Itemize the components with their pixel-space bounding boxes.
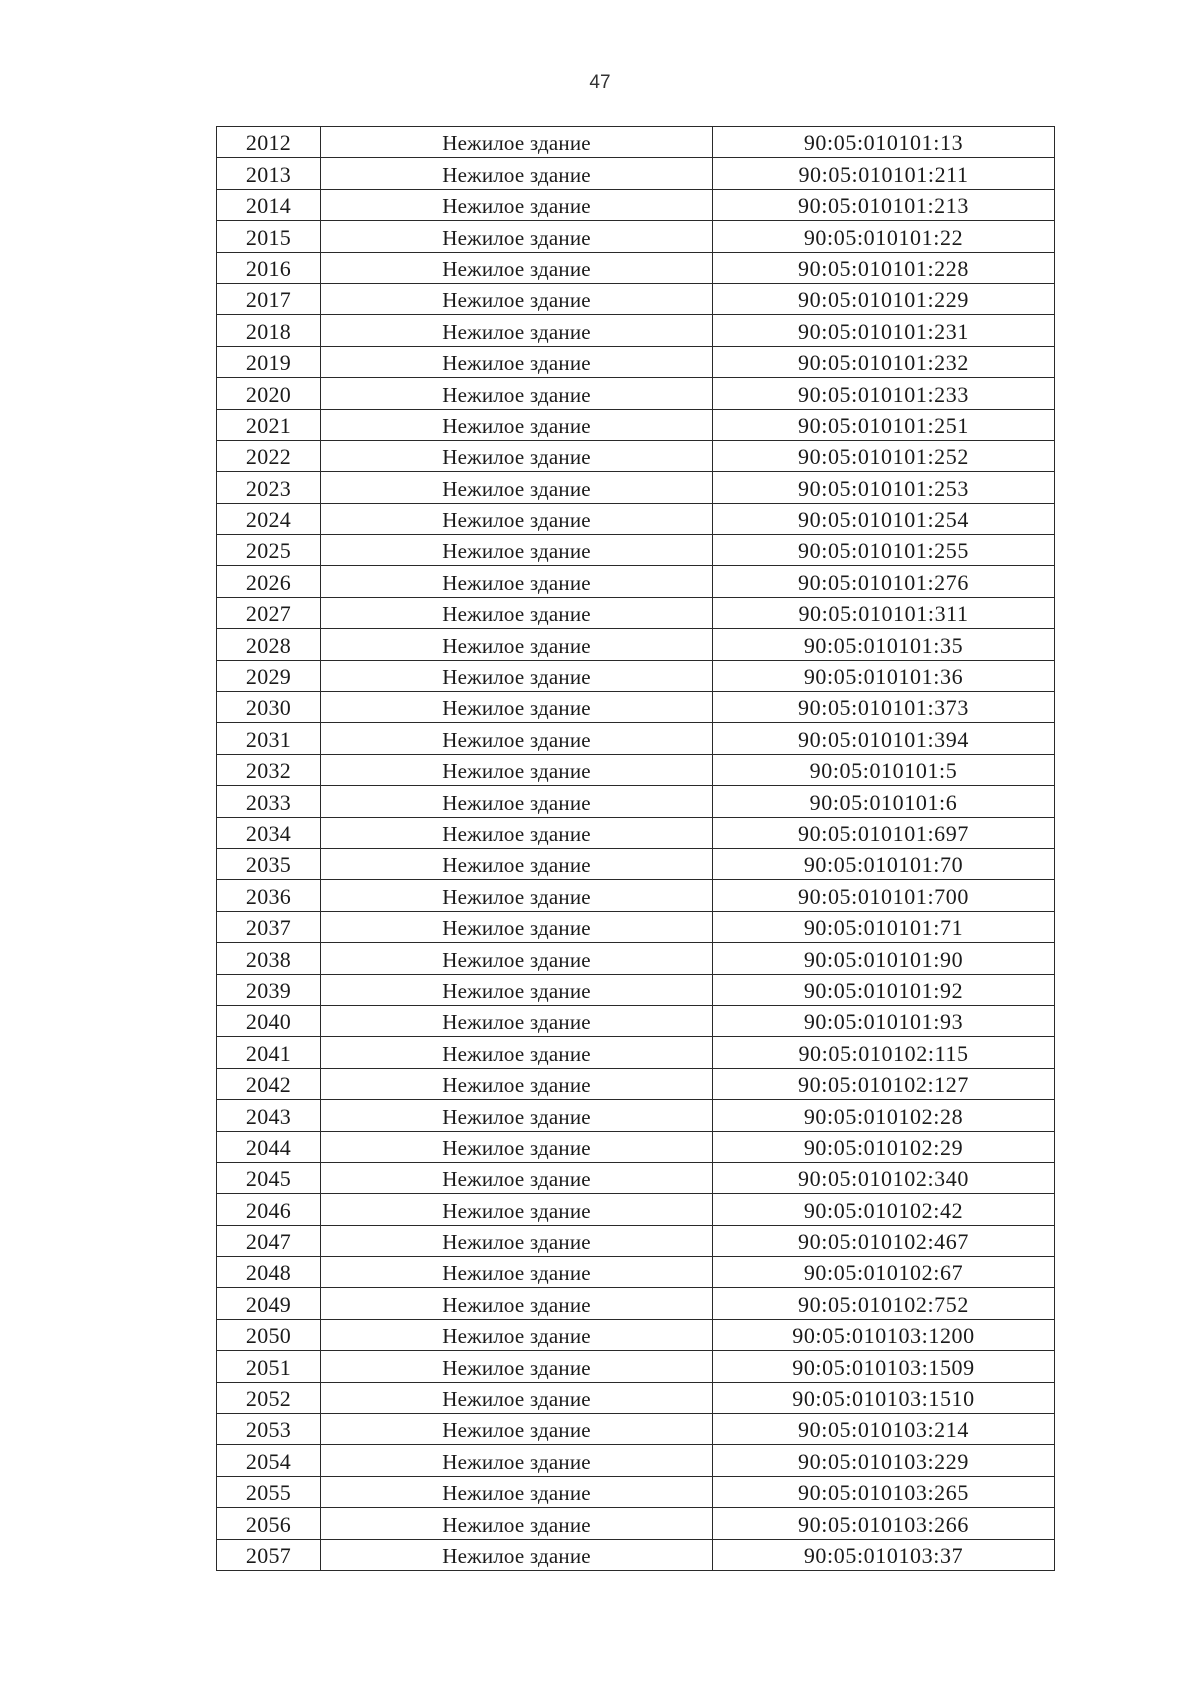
row-number-cell: 2022 bbox=[217, 440, 321, 471]
object-name-cell: Нежилое здание bbox=[321, 409, 713, 440]
object-name-cell: Нежилое здание bbox=[321, 378, 713, 409]
object-name-cell: Нежилое здание bbox=[321, 315, 713, 346]
cadastral-number-cell: 90:05:010101:276 bbox=[713, 566, 1055, 597]
row-number-cell: 2053 bbox=[217, 1414, 321, 1445]
cadastral-number-cell: 90:05:010101:211 bbox=[713, 158, 1055, 189]
row-number-cell: 2017 bbox=[217, 283, 321, 314]
object-name-cell: Нежилое здание bbox=[321, 1319, 713, 1350]
object-name-cell: Нежилое здание bbox=[321, 1445, 713, 1476]
cadastral-number-cell: 90:05:010103:266 bbox=[713, 1508, 1055, 1539]
table-row bbox=[217, 660, 1055, 691]
cadastral-number-cell: 90:05:010102:467 bbox=[713, 1225, 1055, 1256]
object-name-cell: Нежилое здание bbox=[321, 1005, 713, 1036]
row-number-cell: 2030 bbox=[217, 692, 321, 723]
object-name-cell: Нежилое здание bbox=[321, 723, 713, 754]
table-row bbox=[217, 911, 1055, 942]
object-name-cell: Нежилое здание bbox=[321, 503, 713, 534]
row-number-cell: 2042 bbox=[217, 1068, 321, 1099]
cadastral-number-cell: 90:05:010101:92 bbox=[713, 974, 1055, 1005]
row-number-cell: 2023 bbox=[217, 472, 321, 503]
table-row bbox=[217, 1005, 1055, 1036]
property-table-container bbox=[216, 126, 1054, 1571]
row-number-cell: 2031 bbox=[217, 723, 321, 754]
table-row bbox=[217, 754, 1055, 785]
row-number-cell: 2046 bbox=[217, 1194, 321, 1225]
row-number-cell: 2033 bbox=[217, 786, 321, 817]
page-number: 47 bbox=[589, 72, 611, 93]
table-row bbox=[217, 1257, 1055, 1288]
cadastral-number-cell: 90:05:010101:36 bbox=[713, 660, 1055, 691]
row-number-cell: 2057 bbox=[217, 1539, 321, 1570]
table-row bbox=[217, 1131, 1055, 1162]
object-name-cell: Нежилое здание bbox=[321, 346, 713, 377]
table-row bbox=[217, 723, 1055, 754]
cadastral-number-cell: 90:05:010101:231 bbox=[713, 315, 1055, 346]
row-number-cell: 2020 bbox=[217, 378, 321, 409]
cadastral-number-cell: 90:05:010101:233 bbox=[713, 378, 1055, 409]
row-number-cell: 2016 bbox=[217, 252, 321, 283]
row-number-cell: 2028 bbox=[217, 629, 321, 660]
cadastral-number-cell: 90:05:010101:70 bbox=[713, 848, 1055, 879]
object-name-cell: Нежилое здание bbox=[321, 1476, 713, 1507]
table-row bbox=[217, 974, 1055, 1005]
object-name-cell: Нежилое здание bbox=[321, 943, 713, 974]
row-number-cell: 2056 bbox=[217, 1508, 321, 1539]
row-number-cell: 2032 bbox=[217, 754, 321, 785]
table-row bbox=[217, 1319, 1055, 1350]
table-row bbox=[217, 692, 1055, 723]
cadastral-number-cell: 90:05:010101:13 bbox=[713, 127, 1055, 158]
cadastral-number-cell: 90:05:010101:253 bbox=[713, 472, 1055, 503]
cadastral-number-cell: 90:05:010103:1509 bbox=[713, 1351, 1055, 1382]
row-number-cell: 2039 bbox=[217, 974, 321, 1005]
object-name-cell: Нежилое здание bbox=[321, 1225, 713, 1256]
table-row bbox=[217, 629, 1055, 660]
object-name-cell: Нежилое здание bbox=[321, 597, 713, 628]
object-name-cell: Нежилое здание bbox=[321, 1414, 713, 1445]
object-name-cell: Нежилое здание bbox=[321, 535, 713, 566]
object-name-cell: Нежилое здание bbox=[321, 1288, 713, 1319]
cadastral-number-cell: 90:05:010101:6 bbox=[713, 786, 1055, 817]
row-number-cell: 2038 bbox=[217, 943, 321, 974]
cadastral-number-cell: 90:05:010101:373 bbox=[713, 692, 1055, 723]
cadastral-number-cell: 90:05:010101:71 bbox=[713, 911, 1055, 942]
cadastral-number-cell: 90:05:010101:22 bbox=[713, 221, 1055, 252]
row-number-cell: 2048 bbox=[217, 1257, 321, 1288]
cadastral-number-cell: 90:05:010103:1200 bbox=[713, 1319, 1055, 1350]
cadastral-number-cell: 90:05:010103:37 bbox=[713, 1539, 1055, 1570]
object-name-cell: Нежилое здание bbox=[321, 817, 713, 848]
table-row bbox=[217, 409, 1055, 440]
table-row bbox=[217, 158, 1055, 189]
table-row bbox=[217, 1288, 1055, 1319]
row-number-cell: 2018 bbox=[217, 315, 321, 346]
cadastral-number-cell: 90:05:010101:255 bbox=[713, 535, 1055, 566]
row-number-cell: 2043 bbox=[217, 1100, 321, 1131]
table-row bbox=[217, 346, 1055, 377]
cadastral-number-cell: 90:05:010101:254 bbox=[713, 503, 1055, 534]
object-name-cell: Нежилое здание bbox=[321, 692, 713, 723]
object-name-cell: Нежилое здание bbox=[321, 127, 713, 158]
cadastral-number-cell: 90:05:010103:214 bbox=[713, 1414, 1055, 1445]
row-number-cell: 2041 bbox=[217, 1037, 321, 1068]
row-number-cell: 2036 bbox=[217, 880, 321, 911]
cadastral-number-cell: 90:05:010101:697 bbox=[713, 817, 1055, 848]
table-row bbox=[217, 535, 1055, 566]
row-number-cell: 2040 bbox=[217, 1005, 321, 1036]
object-name-cell: Нежилое здание bbox=[321, 629, 713, 660]
row-number-cell: 2019 bbox=[217, 346, 321, 377]
object-name-cell: Нежилое здание bbox=[321, 660, 713, 691]
table-row bbox=[217, 566, 1055, 597]
object-name-cell: Нежилое здание bbox=[321, 440, 713, 471]
row-number-cell: 2049 bbox=[217, 1288, 321, 1319]
property-table bbox=[216, 126, 1055, 1571]
row-number-cell: 2037 bbox=[217, 911, 321, 942]
cadastral-number-cell: 90:05:010101:252 bbox=[713, 440, 1055, 471]
row-number-cell: 2013 bbox=[217, 158, 321, 189]
cadastral-number-cell: 90:05:010101:232 bbox=[713, 346, 1055, 377]
row-number-cell: 2025 bbox=[217, 535, 321, 566]
table-row bbox=[217, 315, 1055, 346]
object-name-cell: Нежилое здание bbox=[321, 1539, 713, 1570]
row-number-cell: 2035 bbox=[217, 848, 321, 879]
table-row bbox=[217, 1225, 1055, 1256]
object-name-cell: Нежилое здание bbox=[321, 911, 713, 942]
object-name-cell: Нежилое здание bbox=[321, 1194, 713, 1225]
cadastral-number-cell: 90:05:010102:340 bbox=[713, 1162, 1055, 1193]
cadastral-number-cell: 90:05:010102:115 bbox=[713, 1037, 1055, 1068]
table-row bbox=[217, 597, 1055, 628]
cadastral-number-cell: 90:05:010103:1510 bbox=[713, 1382, 1055, 1413]
row-number-cell: 2024 bbox=[217, 503, 321, 534]
object-name-cell: Нежилое здание bbox=[321, 1508, 713, 1539]
table-row bbox=[217, 1100, 1055, 1131]
cadastral-number-cell: 90:05:010103:229 bbox=[713, 1445, 1055, 1476]
cadastral-number-cell: 90:05:010101:35 bbox=[713, 629, 1055, 660]
table-row bbox=[217, 1414, 1055, 1445]
row-number-cell: 2029 bbox=[217, 660, 321, 691]
object-name-cell: Нежилое здание bbox=[321, 880, 713, 911]
object-name-cell: Нежилое здание bbox=[321, 754, 713, 785]
object-name-cell: Нежилое здание bbox=[321, 1162, 713, 1193]
row-number-cell: 2052 bbox=[217, 1382, 321, 1413]
table-row bbox=[217, 1508, 1055, 1539]
table-row bbox=[217, 1382, 1055, 1413]
object-name-cell: Нежилое здание bbox=[321, 566, 713, 597]
table-row bbox=[217, 1194, 1055, 1225]
object-name-cell: Нежилое здание bbox=[321, 1037, 713, 1068]
row-number-cell: 2050 bbox=[217, 1319, 321, 1350]
table-row bbox=[217, 283, 1055, 314]
table-row bbox=[217, 1539, 1055, 1570]
cadastral-number-cell: 90:05:010101:90 bbox=[713, 943, 1055, 974]
cadastral-number-cell: 90:05:010101:5 bbox=[713, 754, 1055, 785]
table-row bbox=[217, 440, 1055, 471]
row-number-cell: 2026 bbox=[217, 566, 321, 597]
cadastral-number-cell: 90:05:010102:127 bbox=[713, 1068, 1055, 1099]
cadastral-number-cell: 90:05:010101:229 bbox=[713, 283, 1055, 314]
table-row bbox=[217, 221, 1055, 252]
row-number-cell: 2034 bbox=[217, 817, 321, 848]
row-number-cell: 2027 bbox=[217, 597, 321, 628]
object-name-cell: Нежилое здание bbox=[321, 1068, 713, 1099]
object-name-cell: Нежилое здание bbox=[321, 472, 713, 503]
cadastral-number-cell: 90:05:010101:251 bbox=[713, 409, 1055, 440]
table-row bbox=[217, 943, 1055, 974]
table-row bbox=[217, 252, 1055, 283]
cadastral-number-cell: 90:05:010102:752 bbox=[713, 1288, 1055, 1319]
row-number-cell: 2045 bbox=[217, 1162, 321, 1193]
row-number-cell: 2044 bbox=[217, 1131, 321, 1162]
table-row bbox=[217, 189, 1055, 220]
object-name-cell: Нежилое здание bbox=[321, 1257, 713, 1288]
object-name-cell: Нежилое здание bbox=[321, 283, 713, 314]
table-row bbox=[217, 1445, 1055, 1476]
table-row bbox=[217, 1037, 1055, 1068]
row-number-cell: 2015 bbox=[217, 221, 321, 252]
object-name-cell: Нежилое здание bbox=[321, 189, 713, 220]
row-number-cell: 2051 bbox=[217, 1351, 321, 1382]
object-name-cell: Нежилое здание bbox=[321, 848, 713, 879]
row-number-cell: 2047 bbox=[217, 1225, 321, 1256]
table-row bbox=[217, 817, 1055, 848]
table-row bbox=[217, 503, 1055, 534]
table-row bbox=[217, 848, 1055, 879]
table-row bbox=[217, 1476, 1055, 1507]
cadastral-number-cell: 90:05:010102:29 bbox=[713, 1131, 1055, 1162]
cadastral-number-cell: 90:05:010101:311 bbox=[713, 597, 1055, 628]
row-number-cell: 2021 bbox=[217, 409, 321, 440]
cadastral-number-cell: 90:05:010101:213 bbox=[713, 189, 1055, 220]
table-row bbox=[217, 1068, 1055, 1099]
cadastral-number-cell: 90:05:010102:67 bbox=[713, 1257, 1055, 1288]
cadastral-number-cell: 90:05:010103:265 bbox=[713, 1476, 1055, 1507]
cadastral-number-cell: 90:05:010102:42 bbox=[713, 1194, 1055, 1225]
cadastral-number-cell: 90:05:010101:93 bbox=[713, 1005, 1055, 1036]
cadastral-number-cell: 90:05:010101:228 bbox=[713, 252, 1055, 283]
table-row bbox=[217, 1162, 1055, 1193]
object-name-cell: Нежилое здание bbox=[321, 974, 713, 1005]
table-row bbox=[217, 786, 1055, 817]
row-number-cell: 2054 bbox=[217, 1445, 321, 1476]
table-row bbox=[217, 472, 1055, 503]
object-name-cell: Нежилое здание bbox=[321, 1131, 713, 1162]
table-row bbox=[217, 1351, 1055, 1382]
property-table-body bbox=[217, 127, 1055, 1571]
cadastral-number-cell: 90:05:010102:28 bbox=[713, 1100, 1055, 1131]
cadastral-number-cell: 90:05:010101:700 bbox=[713, 880, 1055, 911]
cadastral-number-cell: 90:05:010101:394 bbox=[713, 723, 1055, 754]
object-name-cell: Нежилое здание bbox=[321, 1351, 713, 1382]
object-name-cell: Нежилое здание bbox=[321, 1100, 713, 1131]
table-row bbox=[217, 880, 1055, 911]
object-name-cell: Нежилое здание bbox=[321, 221, 713, 252]
row-number-cell: 2014 bbox=[217, 189, 321, 220]
row-number-cell: 2055 bbox=[217, 1476, 321, 1507]
table-row bbox=[217, 378, 1055, 409]
row-number-cell: 2012 bbox=[217, 127, 321, 158]
object-name-cell: Нежилое здание bbox=[321, 252, 713, 283]
object-name-cell: Нежилое здание bbox=[321, 1382, 713, 1413]
table-row bbox=[217, 127, 1055, 158]
object-name-cell: Нежилое здание bbox=[321, 786, 713, 817]
object-name-cell: Нежилое здание bbox=[321, 158, 713, 189]
